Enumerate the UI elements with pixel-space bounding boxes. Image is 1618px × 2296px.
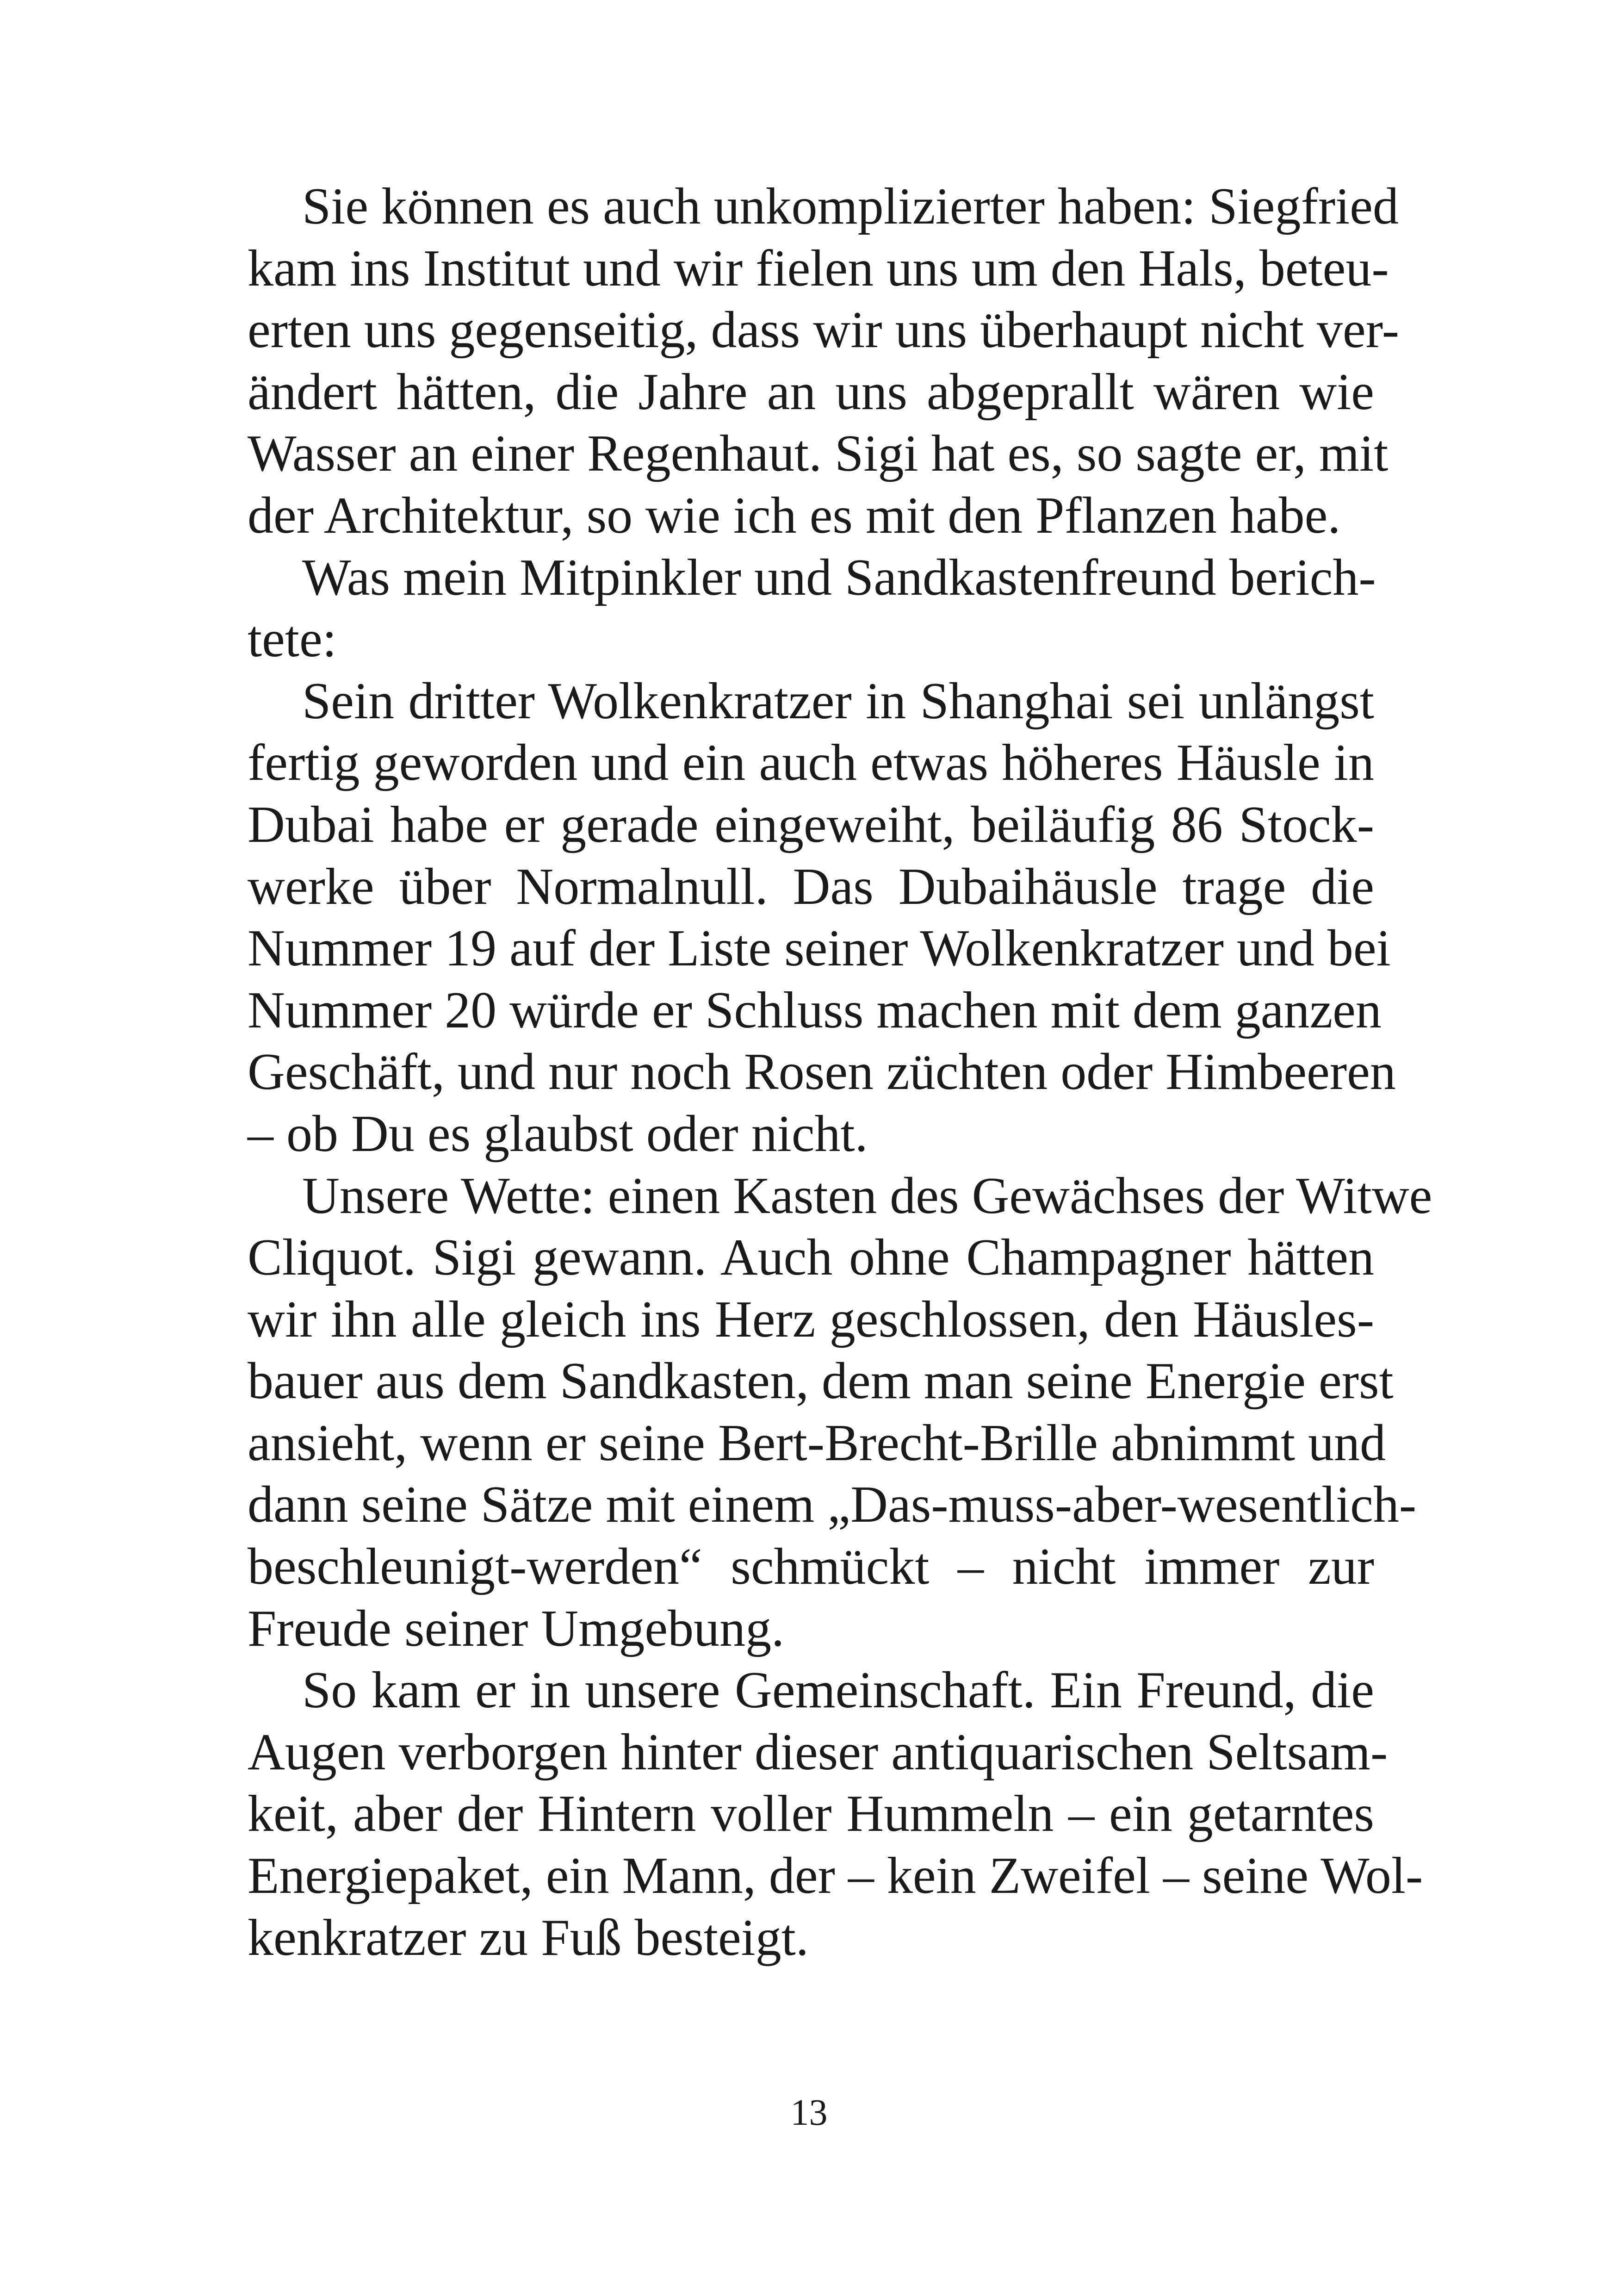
text-line: So kam er in unsere Gemeinschaft. Ein Freund, die: [302, 1661, 1374, 1719]
text-line: bauer aus dem Sandkasten, dem man seine Energie erst: [248, 1352, 1394, 1410]
page-number: 13: [790, 2092, 828, 2133]
text-line: Augen verborgen hinter dieser antiquarischen Seltsam-: [248, 1723, 1388, 1781]
text-line: Cliquot. Sigi gewann. Auch ohne Champagner hätten: [248, 1229, 1374, 1287]
text-line: Freude seiner Umgebung.: [248, 1599, 785, 1657]
text-line: – ob Du es glaubst oder nicht.: [248, 1105, 868, 1163]
text-line: kenkratzer zu Fuß besteigt.: [248, 1909, 809, 1966]
text-line: ändert hätten, die Jahre an uns abgeprallt wären wie: [248, 363, 1374, 421]
text-line: dann seine Sätze mit einem „Das-muss-aber-wesentlich-: [248, 1476, 1417, 1534]
text-line: Unsere Wette: einen Kasten des Gewächses der Witwe: [302, 1167, 1432, 1225]
text-line: der Architektur, so wie ich es mit den Pflanzen habe.: [248, 486, 1341, 544]
text-line: keit, aber der Hintern voller Hummeln – ein getarntes: [248, 1785, 1374, 1843]
text-line: ansieht, wenn er seine Bert-Brecht-Brille abnimmt und: [248, 1414, 1386, 1472]
text-line: kam ins Institut und wir fielen uns um den Hals, beteu-: [248, 239, 1389, 297]
text-line: fertig geworden und ein auch etwas höheres Häusle in: [248, 734, 1374, 792]
text-line: werke über Normalnull. Das Dubaihäusle trage die: [248, 858, 1374, 915]
text-line: Nummer 20 würde er Schluss machen mit dem ganzen: [248, 981, 1382, 1039]
text-line: erten uns gegenseitig, dass wir uns überhaupt nicht ver-: [248, 301, 1400, 359]
text-line: Wasser an einer Regenhaut. Sigi hat es, so sagte er, mit: [248, 425, 1389, 483]
text-line: tete:: [248, 610, 337, 668]
text-line: Nummer 19 auf der Liste seiner Wolkenkratzer und bei: [248, 920, 1391, 977]
text-line: Sie können es auch unkomplizierter haben: Siegfried: [302, 178, 1399, 235]
text-line: Was mein Mitpinkler und Sandkastenfreund berich-: [302, 548, 1376, 606]
text-line: Geschäft, und nur noch Rosen züchten oder Himbeeren: [248, 1043, 1396, 1101]
body-text: [248, 176, 1432, 1969]
text-line: Sein dritter Wolkenkratzer in Shanghai sei unlängst: [302, 672, 1374, 730]
text-line: beschleunigt-werden“ schmückt – nicht immer zur: [248, 1538, 1374, 1596]
text-line: wir ihn alle gleich ins Herz geschlossen, den Häusles-: [248, 1290, 1374, 1348]
text-line: Energiepaket, ein Mann, der – kein Zweifel – seine Wol-: [248, 1847, 1423, 1905]
text-line: Dubai habe er gerade eingeweiht, beiläufig 86 Stock-: [248, 796, 1374, 853]
